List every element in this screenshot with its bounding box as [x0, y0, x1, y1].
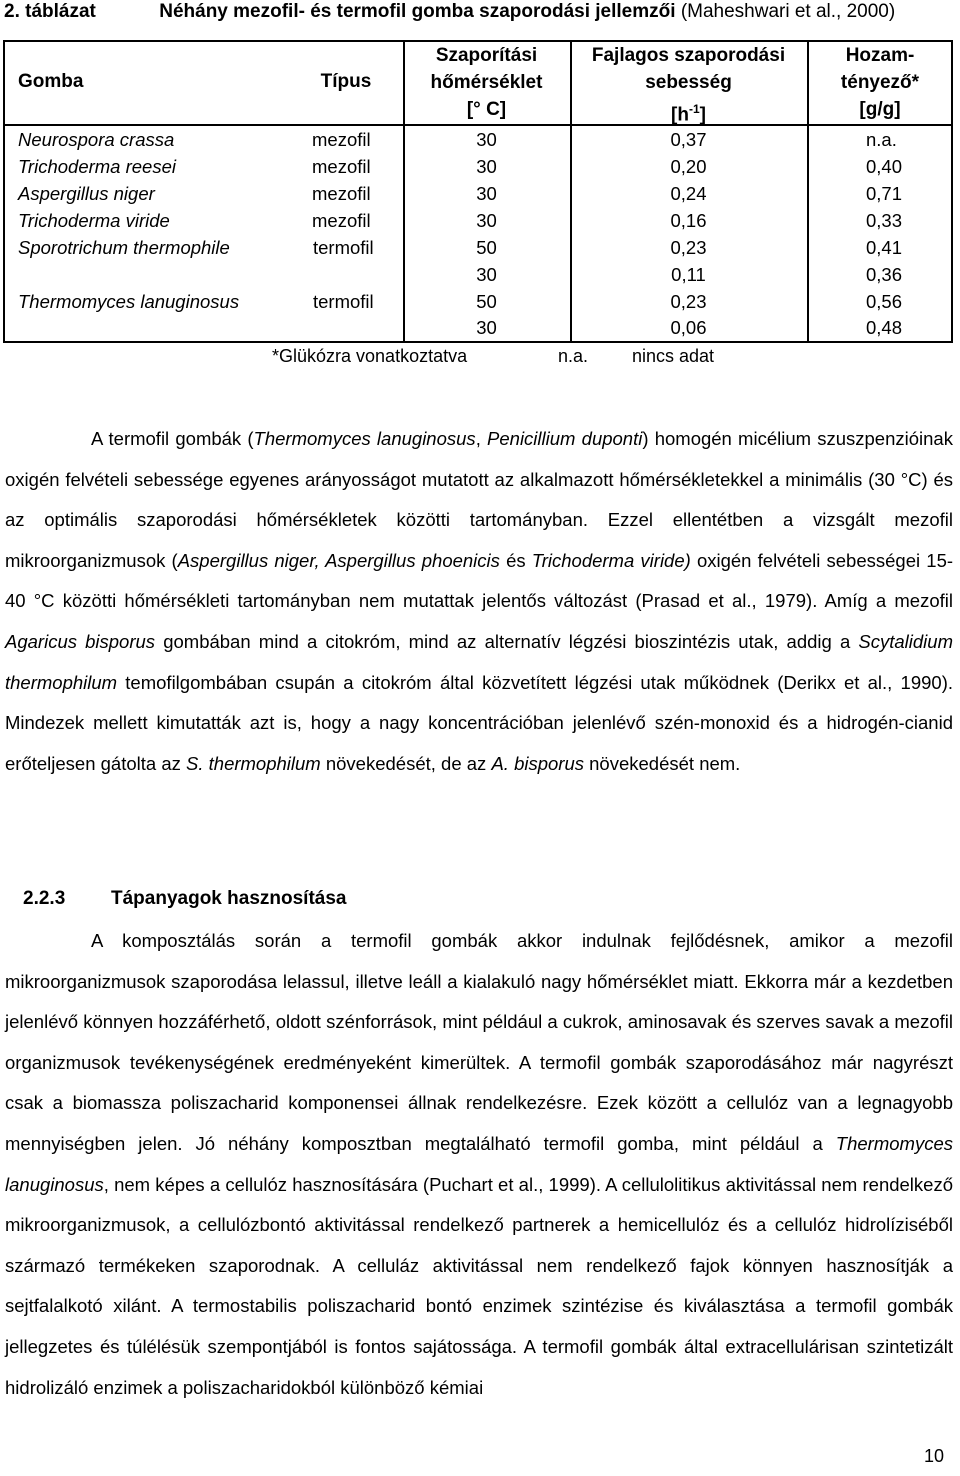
species-name: Agaricus bisporus [5, 630, 156, 652]
section-title: Tápanyagok hasznosítása [111, 888, 347, 909]
table-row-rate: 0,23 [670, 237, 707, 258]
table-row-yield: 0,48 [866, 317, 903, 338]
text-run: temofilgombában csupán a citokróm által közvetített légzési utak működnek (Derikx et al., 1990). Mindezek mellett kimutatták azt is, hogy a nagy koncentrációban jelenlévő szén-monoxid és a hidrogén-cianid erőteljesen gátolta az [5, 671, 953, 774]
table-row-temp: 30 [476, 210, 497, 231]
table-row-rate: 0,20 [670, 156, 707, 177]
table-row-type: mezofil [312, 156, 371, 177]
table-row-temp: 50 [476, 291, 497, 312]
header-temperature-unit: [° C] [466, 99, 507, 120]
text-run: A komposztálás során a termofil gombák akkor indulnak fejlődésnek, amikor a mezofil mikroorganizmusok szaporodása lelassul, illetve leáll a kialakuló nagy hőmérséklet miatt. Ekkorra már a kezdetben jelenlévő könnyen hozzáférhető, oldott szénforrások, mint például a cukrok, aminosavak és szerves savak a mezofil organizmusok tevékenységének eredményeként kimerültek. A termofil gombák szaporodásához már nagyrészt csak a biomassza poliszacharid komponensei állnak rendelkezésre. Ezek között a cellulóz van a legnagyobb mennyiségben jelen. Jó néhány komposztban megtalálható termofil gomba, mint például a [5, 930, 953, 1154]
table-row-yield: 0,71 [866, 183, 903, 204]
header-rate-unit: $[h^{-1}]$ [671, 102, 706, 126]
header-yield [809, 42, 951, 123]
header-temperature [405, 42, 568, 123]
table-row-temp: 30 [476, 129, 497, 150]
page-number: 10 [923, 1446, 944, 1466]
table-row-organism: Aspergillus niger [18, 183, 155, 204]
text-run: oxigén felvételi sebességei 15-40 °C közötti hőmérsékleti tartományban nem mutattak jelentős változást (Prasad et al., 1979). Amíg a mezofil [5, 549, 954, 612]
table-row-rate: 0,37 [670, 129, 707, 150]
body-paragraph-1 [5, 419, 953, 784]
table-row-rate: 0,16 [670, 210, 707, 231]
table-row-organism: Trichoderma viride [18, 210, 170, 231]
table-row-yield: 0,56 [866, 291, 903, 312]
table-row-rate: 0,23 [670, 291, 707, 312]
table-row-organism: Trichoderma reesei [18, 156, 176, 177]
table-row-type: termofil [313, 237, 374, 258]
table-row-temp: 30 [476, 183, 497, 204]
table-row-temp: 50 [476, 237, 497, 258]
header-temperature-line2: hőmérséklet [430, 72, 543, 93]
text-run: , [475, 428, 488, 449]
header-tipus: Típus [320, 71, 372, 92]
table-row-temp: 30 [476, 317, 497, 338]
table-row-rate: 0,24 [670, 183, 707, 204]
header-yield-line1: Hozam- [845, 45, 915, 66]
table-title: Néhány mezofil- és termofil gomba szaporodási jellemzői [159, 1, 676, 22]
header-rate-line1: Fajlagos szaporodási [591, 45, 786, 66]
table-abbreviation-meaning: nincs adat [632, 346, 715, 366]
header-gomba: Gomba [18, 71, 84, 92]
table-row-rate: 0,06 [670, 317, 707, 338]
species-name: Penicillium duponti [487, 428, 643, 449]
species-name: A. bisporus [491, 752, 584, 774]
table-row-yield: 0,40 [866, 156, 903, 177]
species-name: Scytalidium thermophilum [5, 630, 953, 693]
text-run: növekedését, de az [320, 752, 492, 774]
table-row-type: mezofil [312, 129, 371, 150]
species-name: Thermomyces lanuginosus [253, 428, 476, 449]
section-number: 2.2.3 [23, 888, 66, 909]
table-row-yield: n.a. [866, 129, 897, 150]
text-run: A termofil gombák ( [91, 428, 254, 449]
table-row-type: mezofil [312, 183, 371, 204]
text-run: , nem képes a cellulóz hasznosítására (Puchart et al., 1999). A cellulolitikus aktivitással nem rendelkező mikroorganizmusok, a cellulózbontó aktivitással rendelkező partnerek a hemicellulóz és a cellulóz hidrolíziséből származó termékeken szaporodnak. A celluláz aktivitással nem rendelkező fajok könnyen hasznosítják a sejtfalalkotó xilánt. A termostabilis poliszacharid bontó enzimek szintézise és kiválasztása a termofil gombák jellegzetes és túlélésük szempontjából is fontos sajátossága. A termofil gombák által extracellulárisan szintetizált hidrolizáló enzimek a poliszacharidokból különböző kémiai [5, 1173, 953, 1398]
table-row-yield: 0,36 [866, 264, 903, 285]
header-temperature-line1: Szaporítási [435, 45, 538, 66]
table-row-yield: 0,33 [866, 210, 903, 231]
table-source: (Maheshwari et al., 2000) [680, 1, 896, 22]
header-rate-line2: sebesség [645, 72, 732, 93]
header-yield-unit: [g/g] [859, 99, 901, 120]
table-row-organism: Neurospora crassa [18, 129, 175, 150]
table-row-organism: Thermomyces lanuginosus [18, 291, 240, 312]
table-row-yield: 0,41 [866, 237, 903, 258]
species-name: Aspergillus niger, Aspergillus phoenicis [177, 549, 500, 571]
table-row-temp: 30 [476, 264, 497, 285]
species-name: Thermomyces lanuginosus [5, 1132, 953, 1195]
table-abbreviation: n.a. [558, 346, 589, 366]
text-run: ) homogén micélium szuszpenzióinak oxigén felvételi sebessége egyenes arányosságot mutatott az alkalmazott hőmérsékletekkel a minimális (30 °C) és az optimális szaporodási hőmérsékletek közötti tartományban. Ezzel ellentétben a vizsgált mezofil mikroorganizmusok ( [5, 428, 953, 571]
species-name: Trichoderma viride) [531, 549, 691, 571]
table-footnote: *Glükózra vonatkoztatva [272, 346, 468, 366]
text-run: gombában mind a citokróm, mind az alternatív légzési bioszintézis utak, addig a [155, 630, 859, 652]
text-run: növekedését nem. [584, 752, 741, 774]
header-rate [572, 42, 805, 128]
table-row-rate: 0,11 [671, 264, 706, 285]
table-row-type: mezofil [312, 210, 371, 231]
table-row-type: termofil [313, 291, 374, 312]
table-caption [4, 0, 895, 24]
header-yield-line2: tényező* [840, 72, 920, 93]
table-number: 2. táblázat [4, 1, 96, 22]
species-name: S. thermophilum [186, 752, 321, 774]
table-row-organism: Sporotrichum thermophile [18, 237, 230, 258]
table-row-temp: 30 [476, 156, 497, 177]
text-run: és [499, 549, 532, 571]
body-paragraph-2 [5, 921, 953, 1408]
